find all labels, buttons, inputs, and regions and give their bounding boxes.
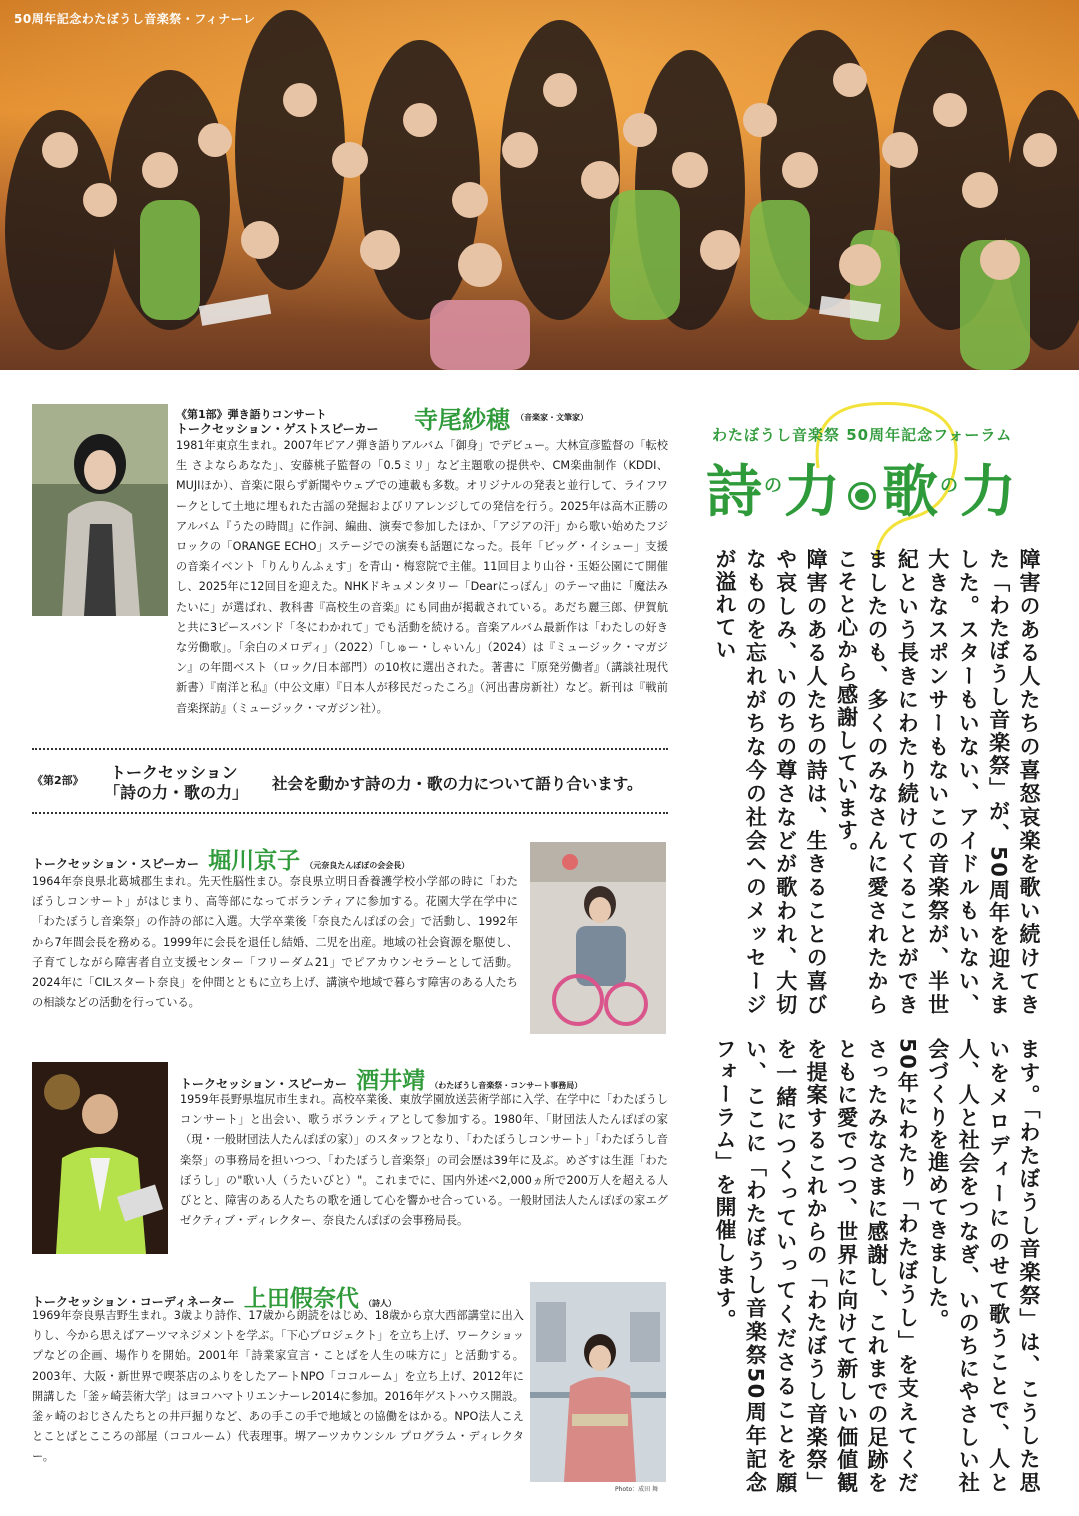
sakai-affiliation: （わたぼうし音楽祭・コンサート事務局）: [430, 1081, 583, 1090]
horikawa-role: トークセッション・スピーカー: [32, 857, 200, 871]
hero-photo: [0, 0, 1079, 370]
title-char-chikara-2: 力: [960, 459, 1018, 525]
ueda-role: トークセッション・コーディネーター: [32, 1295, 235, 1309]
crowd-image: [0, 0, 1079, 370]
terao-name: 寺尾紗穂: [414, 405, 510, 434]
title-no-2: の: [940, 475, 960, 497]
part2-description: 社会を動かす詩の力・歌の力について語り合います。: [272, 775, 643, 793]
part1-tag: 《第1部》弾き語りコンサート: [176, 408, 327, 421]
divider-2: [32, 812, 668, 814]
guest-speaker-role: トークセッション・ゲストスピーカー: [176, 422, 379, 436]
green-dot-icon: [848, 482, 876, 510]
title-char-shi: 詩: [706, 459, 764, 525]
horikawa-photo: [530, 842, 666, 1034]
hero-caption: 50周年記念わたぼうし音楽祭・フィナーレ: [14, 12, 256, 26]
forum-subtitle: わたぼうし音楽祭 50周年記念フォーラム: [712, 426, 1013, 444]
ueda-bio-text: 1969年奈良県吉野生まれ。3歳より詩作、17歳から朗読をはじめ、18歳から京大西部講堂に出入りし、今から思えばアーツマネジメントを学ぶ。「下心プロジェクト」を立ち上げ、ワークショップなどの企画、場作りを開始。2001年「詩業家宣言・ことばを人生の味方に」と活動する。2003年、大阪・新世界で喫茶店のふりをしたアートNPO「ココルーム」を立ち上げ、2012年に開講した「釜ヶ崎芸術大学」はヨコハマトリエンナーレ2014に参加。2016年ゲストハウス開設。釜ヶ崎のおじさんたちとの井戸掘りなど、あの手この手で地域との協働をはかる。NPO法人こえとことばとこころの部屋（ココルーム）代表理事。堺アーツカウンシル プログラム・ディレクター。: [32, 1309, 524, 1464]
ueda-name: 上田假奈代: [243, 1285, 359, 1312]
sakai-role: トークセッション・スピーカー: [180, 1077, 348, 1091]
terao-bio-text: 1981年東京生まれ。2007年ピアノ弾き語りアルバム「御身」でデビュー。大林宣彦監督の「転校生 さよならあなた」、安藤桃子監督の「0.5ミリ」など主題歌の提供や、CM楽曲制作（KDDI、MUJIほか）、音楽に限らず新聞やウェブでの連載も多数。オリジナルの発表と並行して、ライフワークとして土地に埋もれた古謡の発掘およびリアレンジしての発信を行う。2025年は高木正勝のアルバム『うたの時間』に作詞、編曲、演奏で参加したほか、「アジアの汗」から歌い始めたフジロックの「ORANGE ECHO」ステージでの演奏も話題になった。長年「ビッグ・イシュー」支援の音楽イベント「りんりんふぇす」を青山・梅窓院で主催。11回目より山谷・玉姫公園にて開催し、2025年に12回目を迎えた。NHKドキュメンタリー「Dearにっぽん」のテーマ曲に「魔法みたいに」が選ばれ、教科書『高校生の音楽』にも同曲が掲載されている。あだち麗三郎、伊賀航と共に3ピースバンド「冬にわかれて」でも活動を続ける。音楽アルバム最新作は「わたしの好きな労働歌」。「余白のメロディ」（2022）「しゅー・しゃいん」（2024）は『ミュージック・マガジン』の年間ベスト（ロック/日本部門）の10枚に選出された。著書に『原発労働者』（講談社現代新書）『南洋と私』（中公文庫）『日本人が移民だったころ』（河出書房新社）など。新刊は『戦前音楽探訪』（ミュージック・マガジン社）。: [176, 439, 668, 715]
title-no-1: の: [764, 475, 784, 497]
forum-title: [706, 448, 1018, 528]
section2: [32, 760, 672, 800]
horikawa-heading: [32, 842, 409, 875]
ueda-bio: [32, 1306, 524, 1468]
title-char-chikara-1: 力: [784, 459, 842, 525]
ueda-photo: [530, 1282, 666, 1482]
horikawa-affiliation: （元奈良たんぽぽの会会長）: [305, 861, 410, 870]
horikawa-bio-text: 1964年奈良県北葛城郡生まれ。先天性脳性まひ。奈良県立明日香養護学校小学部の時に「わたぼうしコンサート」がはじまり、高等部になってボランティアに参加する。花園大学在学中に「わたぼうし音楽祭」の作詩の部に入選。大学卒業後「奈良たんぽぽの会」で活動し、1992年から7年間会長を務める。1999年に会長を退任し結婚、二児を出産。地域の社会資源を駆使し、子育てしながら障害者自立支援センター「フリーダム21」でピアカウンセラーとして活動。2024年に「CILスタート奈良」を仲間とともに立ち上げ、講演や地域で暮らす障害のある人たちの相談などの活動を行っている。: [32, 875, 518, 1010]
horikawa-bio: [32, 872, 518, 1013]
part2-title-line2: 「詩の力・歌の力」: [104, 783, 249, 802]
part2-tag: 《第2部》: [32, 774, 84, 787]
part2-title-line1: トークセッション: [110, 763, 238, 782]
forum-body-column-2: ます。「わたぼうし音楽祭」は、こうした思いをメロディーにのせて歌うことで、人と人、人と社会をつなぎ、いのちにやさしい社会づくりを進めてきました。 50年にわたり「わたぼうし」を支えてくださったみなさまに感謝し、これまでの足跡をともに愛でつつ、世界に向けて新しい価値観を提案するこれからの「わたぼうし音楽祭」を一緒につくっていってくださることを願い、ここに「わたぼうし音楽祭50周年記念フォーラム」を開催します。: [712, 1038, 1041, 1494]
terao-affiliation: （音楽家・文筆家）: [516, 413, 588, 422]
title-char-uta: 歌: [882, 459, 940, 525]
ueda-affiliation: （詩人）: [364, 1299, 396, 1308]
sakai-photo: [32, 1062, 168, 1254]
forum-body-column-1: 障害のある人たちの喜怒哀楽を歌い続けてきた「わたぼうし音楽祭」が、50周年を迎えました。スターもいない、アイドルもいない、大きなスポンサーもないこの音楽祭が、半世紀という長きにわたり続けてくることができましたのも、多くのみなさんに愛されたからこそと心から感謝しています。 障害のある人たちの詩は、生きることの喜びや哀しみ、いのちの尊さなどが歌われ、大切なものを忘れがちな今の社会へのメッセージが溢れてい: [712, 548, 1041, 1016]
sakai-name: 酒井靖: [356, 1067, 426, 1094]
photo-credit: Photo：成田 舞: [615, 1486, 659, 1493]
sakai-bio: [180, 1090, 668, 1231]
sakai-bio-text: 1959年長野県塩尻市生まれ。高校卒業後、東放学園放送芸術学部に入学、在学中に「わたぼうしコンサート」と出会い、歌うボランティアとして参加する。1980年、「財団法人たんぽぽの家（現・一般財団法人たんぽぽの家）」のスタッフとなり、「わたぼうしコンサート」「わたぼうし音楽祭」の事務局を担いつつ、「わたぼうし音楽祭」の司会歴は39年に及ぶ。めざすは生涯「わたぼうし」の"歌い人（うたいびと）"。これまでに、国内外述べ2,000ヵ所で200万人を超える人びとと、障害のある人たちの歌を通して心を響かせ合っている。一般財団法人たんぽぽの家エグゼクティブ・ディレクター、奈良たんぽぽの会事務局長。: [180, 1093, 668, 1228]
terao-photo: [32, 404, 168, 616]
divider-1: [32, 748, 668, 750]
horikawa-name: 堀川京子: [208, 847, 301, 874]
terao-bio: [176, 436, 668, 719]
